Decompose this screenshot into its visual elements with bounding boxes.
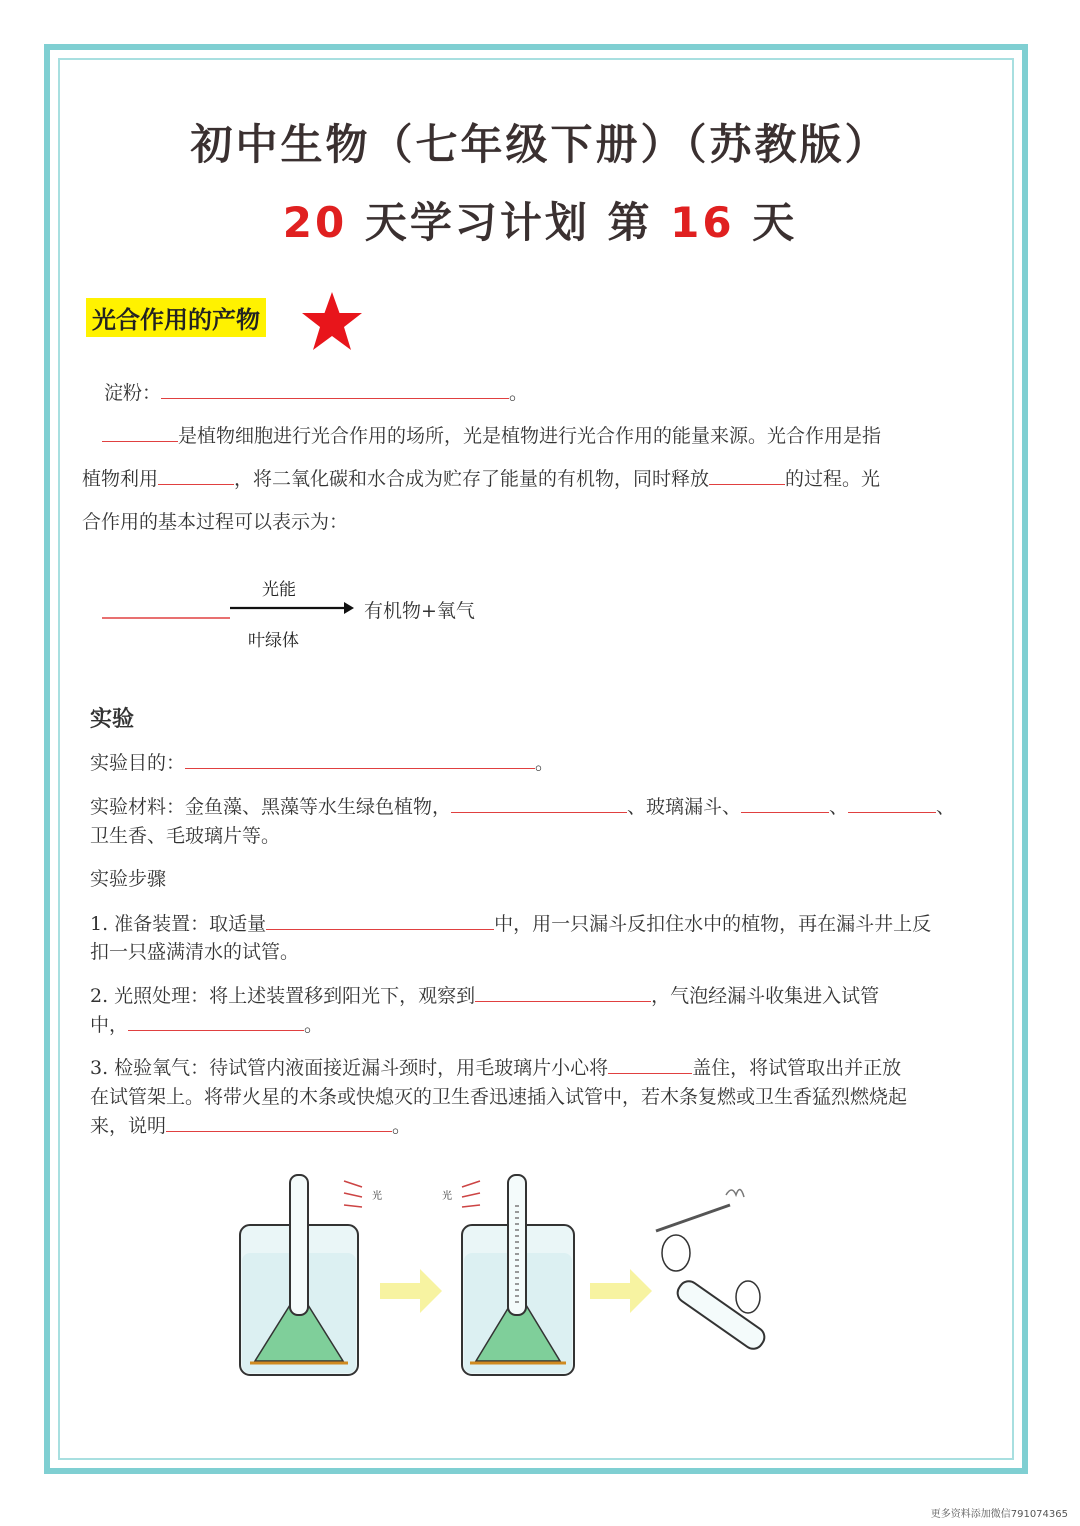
arrow-right-icon — [380, 1269, 442, 1313]
document-title: 初中生物（七年级下册）（苏教版） — [190, 120, 890, 169]
steps-label: 实验步骤 — [90, 868, 167, 890]
section-heading: 光合作用的产物 — [86, 298, 266, 337]
step3-line2: 在试管架上。将带火星的木条或快熄灭的卫生香迅速插入试管中，若木条复燃或卫生香猛烈燃烧起 — [90, 1086, 908, 1108]
step2-line2 — [90, 1004, 323, 1047]
experiment-illustration — [230, 1165, 830, 1385]
materials-line2: 卫生香、毛玻璃片等。 — [90, 825, 281, 847]
materials-mid1: 、玻璃漏斗、 — [627, 796, 742, 818]
experiment-heading: 实验 — [90, 706, 135, 732]
light-arrows-2 — [462, 1181, 480, 1207]
step2-text-d: 。 — [304, 1014, 324, 1036]
step3-text-b: 盖住，将试管取出并正放 — [692, 1057, 902, 1079]
light-label-1: 光 — [372, 1191, 382, 1202]
para1-text-c: ，将二氧化碳和水合成为贮存了能量的有机物，同时释放 — [234, 468, 710, 490]
starch-blank[interactable] — [161, 376, 509, 399]
para1-line3: 合作用的基本过程可以表示为： — [82, 511, 349, 533]
materials-mid3: 、 — [936, 796, 956, 818]
document-subtitle — [0, 190, 1080, 250]
starch-label: 淀粉： — [104, 382, 162, 404]
equation-product: 有机物+氧气 — [364, 600, 475, 622]
equation-light-energy: 光能 — [262, 580, 296, 600]
blank-chloroplast[interactable] — [102, 419, 178, 442]
step3-text-d: 来，说明 — [90, 1115, 167, 1137]
photosynthesis-equation — [100, 572, 520, 652]
starch-end: 。 — [509, 382, 529, 404]
step2-blank-2[interactable] — [128, 1008, 304, 1031]
light-arrows-1 — [344, 1181, 362, 1207]
subtitle-text-middle: 天学习计划 第 — [347, 198, 671, 247]
purpose-end: 。 — [535, 752, 555, 774]
footer-contact: 更多资料添加微信791074365 — [930, 1509, 1068, 1520]
step2-text-a: 2. 光照处理：将上述装置移到阳光下，观察到 — [90, 985, 476, 1007]
purpose-label: 实验目的： — [90, 752, 186, 774]
para1-line2 — [82, 458, 1002, 501]
star-icon — [300, 290, 364, 352]
step1-blank[interactable] — [266, 907, 494, 930]
para1-line1 — [102, 415, 1002, 458]
step3-text-e: 。 — [392, 1115, 412, 1137]
step1-text-a: 1. 准备装置：取适量 — [90, 913, 267, 935]
equation-chloroplast: 叶绿体 — [248, 631, 299, 651]
materials-blank-3[interactable] — [848, 790, 936, 813]
starch-line — [104, 372, 528, 415]
beaker-setup-1 — [240, 1175, 358, 1375]
light-label-2: 光 — [442, 1191, 452, 1202]
step2-text-c: 中， — [90, 1014, 129, 1036]
materials-mid2: 、 — [829, 796, 849, 818]
experiment-purpose — [90, 742, 554, 785]
step3-blank-1[interactable] — [608, 1051, 692, 1074]
blank-raw-material[interactable] — [158, 462, 234, 485]
subtitle-days-total: 20 — [282, 198, 348, 247]
para1-text-d: 的过程。光 — [785, 468, 881, 490]
step2-text-b: ，气泡经漏斗收集进入试管 — [651, 985, 880, 1007]
blank-oxygen[interactable] — [709, 462, 785, 485]
arrow-right-icon-2 — [590, 1269, 652, 1313]
step3-blank-2[interactable] — [166, 1109, 392, 1132]
subtitle-day-number: 16 — [670, 198, 735, 247]
step1-line2: 扣一只盛满清水的试管。 — [90, 941, 300, 963]
purpose-blank[interactable] — [185, 746, 535, 769]
para1-text-a: 是植物细胞进行光合作用的场所，光是植物进行光合作用的能量来源。光合作用是指 — [178, 425, 882, 447]
step2-blank-1[interactable] — [475, 979, 651, 1002]
materials-label: 实验材料：金鱼藻、黑藻等水生绿色植物， — [90, 796, 452, 818]
step1-text-b: 中，用一只漏斗反扣住水中的植物，再在漏斗井上反 — [494, 913, 932, 935]
test-tube-with-splint — [656, 1189, 768, 1352]
step3-line3 — [90, 1105, 411, 1148]
step3-text-a: 3. 检验氧气：待试管内液面接近漏斗颈时，用毛玻璃片小心将 — [90, 1057, 609, 1079]
materials-blank-1[interactable] — [451, 790, 627, 813]
para1-text-b: 植物利用 — [82, 468, 159, 490]
materials-blank-2[interactable] — [741, 790, 829, 813]
subtitle-text-end: 天 — [734, 198, 798, 247]
